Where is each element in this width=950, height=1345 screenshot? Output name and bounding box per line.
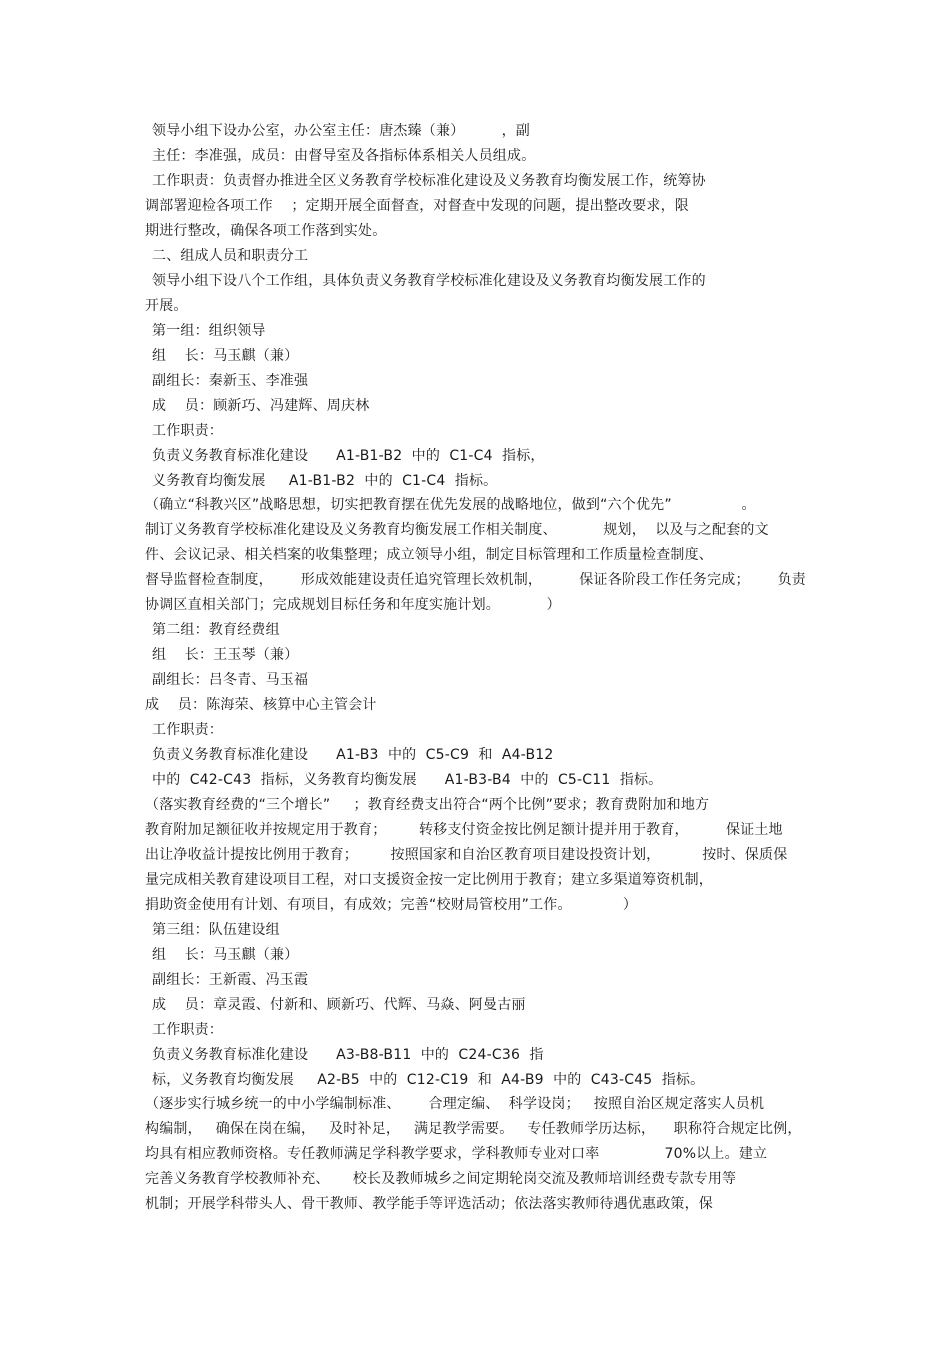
text-line: 开展。 bbox=[145, 298, 188, 314]
text-line: 捐助资金使用有计划、有项目，有成效；完善“校财局管校用”工作。 ） bbox=[145, 897, 638, 913]
text-line: 负责义务教育标准化建设 A3-B8-B11 中的 C24-C36 指 bbox=[152, 1047, 544, 1063]
text-line: 期进行整改，确保各项工作落到实处。 bbox=[145, 223, 387, 239]
section-heading: 二、组成人员和职责分工 bbox=[152, 248, 309, 264]
text-line: 出让净收益计提按比例用于教育； 按照国家和自治区教育项目建设投资计划， 按时、保质保 bbox=[145, 847, 788, 863]
group-heading: 第三组：队伍建设组 bbox=[152, 922, 280, 938]
text-line: 成 员：顾新巧、冯建辉、周庆林 bbox=[152, 398, 370, 414]
text-line: 件、会议记录、相关档案的收集整理；成立领导小组，制定目标管理和工作质量检查制度、 bbox=[145, 547, 713, 563]
text-line: 组 长：马玉麒（兼） bbox=[152, 947, 299, 963]
text-line: 组 长：王玉琴（兼） bbox=[152, 647, 299, 663]
text-line: 副组长：秦新玉、李准强 bbox=[152, 373, 309, 389]
text-line: 工作职责： bbox=[152, 1022, 223, 1038]
text-line: 义务教育均衡发展 A1-B1-B2 中的 C1-C4 指标。 bbox=[152, 473, 498, 489]
text-line: 领导小组下设办公室，办公室主任：唐杰臻（兼） ，副 bbox=[152, 123, 530, 139]
text-line: （确立“科教兴区”战略思想，切实把教育摆在优先发展的战略地位，做到“六个优先” 。 bbox=[145, 497, 756, 513]
text-line: （落实教育经费的“三个增长” ；教育经费支出符合“两个比例”要求；教育费附加和地方 bbox=[145, 797, 710, 813]
text-line: 均具有相应教师资格。专任教师满足学科教学要求，学科教师专业对口率 70%以上。建立 bbox=[145, 1146, 768, 1162]
text-line: 组 长：马玉麒（兼） bbox=[152, 348, 299, 364]
text-line: 副组长：王新霞、冯玉霞 bbox=[152, 972, 309, 988]
text-line: 中的 C42-C43 指标，义务教育均衡发展 A1-B3-B4 中的 C5-C11 指标。 bbox=[152, 772, 663, 788]
text-line: 工作职责： bbox=[152, 423, 223, 439]
text-line: （逐步实行城乡统一的中小学编制标准、 合理定编、 科学设岗； 按照自治区规定落实人员机 bbox=[145, 1096, 765, 1112]
text-line: 机制；开展学科带头人、骨干教师、教学能手等评选活动；依法落实教师待遇优惠政策，保 bbox=[145, 1196, 713, 1212]
text-line: 制订义务教育学校标准化建设及义务教育均衡发展工作相关制度、 规划， 以及与之配套的文 bbox=[145, 522, 769, 538]
text-line: 量完成相关教育建设项目工程，对口支援资金按一定比例用于教育；建立多渠道筹资机制， bbox=[145, 872, 713, 888]
text-line: 成 员：章灵霞、付新和、顾新巧、代辉、马焱、阿曼古丽 bbox=[152, 997, 526, 1013]
text-line: 副组长：吕冬青、马玉福 bbox=[152, 672, 309, 688]
text-line: 负责义务教育标准化建设 A1-B1-B2 中的 C1-C4 指标， bbox=[152, 448, 545, 464]
text-line: 领导小组下设八个工作组，具体负责义务教育学校标准化建设及义务教育均衡发展工作的 bbox=[152, 273, 706, 289]
text-line: 工作职责：负责督办推进全区义务教育学校标准化建设及义务教育均衡发展工作，统筹协 bbox=[152, 173, 706, 189]
text-line: 协调区直相关部门；完成规划目标任务和年度实施计划。 ） bbox=[145, 597, 561, 613]
text-line: 督导监督检查制度， 形成效能建设责任追究管理长效机制， 保证各阶段工作任务完成； 负责 bbox=[145, 572, 807, 588]
text-line: 构编制， 确保在岗在编， 及时补足， 满足教学需要。 专任教师学历达标， 职称符合规定比例， bbox=[145, 1121, 802, 1137]
text-line: 工作职责： bbox=[152, 722, 223, 738]
group-heading: 第二组：教育经费组 bbox=[152, 622, 280, 638]
text-line: 负责义务教育标准化建设 A1-B3 中的 C5-C9 和 A4-B12 bbox=[152, 747, 554, 763]
text-line: 教育附加足额征收并按规定用于教育； 转移支付资金按比例足额计提并用于教育， 保证土地 bbox=[145, 822, 783, 838]
text-line: 主任：李准强，成员：由督导室及各指标体系相关人员组成。 bbox=[152, 148, 536, 164]
text-line: 成 员：陈海荣、核算中心主管会计 bbox=[145, 697, 377, 713]
text-line: 标，义务教育均衡发展 A2-B5 中的 C12-C19 和 A4-B9 中的 C43-C45 指标。 bbox=[152, 1072, 705, 1088]
group-heading: 第一组：组织领导 bbox=[152, 323, 266, 339]
text-line: 完善义务教育学校教师补充、 校长及教师城乡之间定期轮岗交流及教师培训经费专款专用等 bbox=[145, 1171, 737, 1187]
text-line: 调部署迎检各项工作 ；定期开展全面督查，对督查中发现的问题，提出整改要求，限 bbox=[145, 198, 689, 214]
